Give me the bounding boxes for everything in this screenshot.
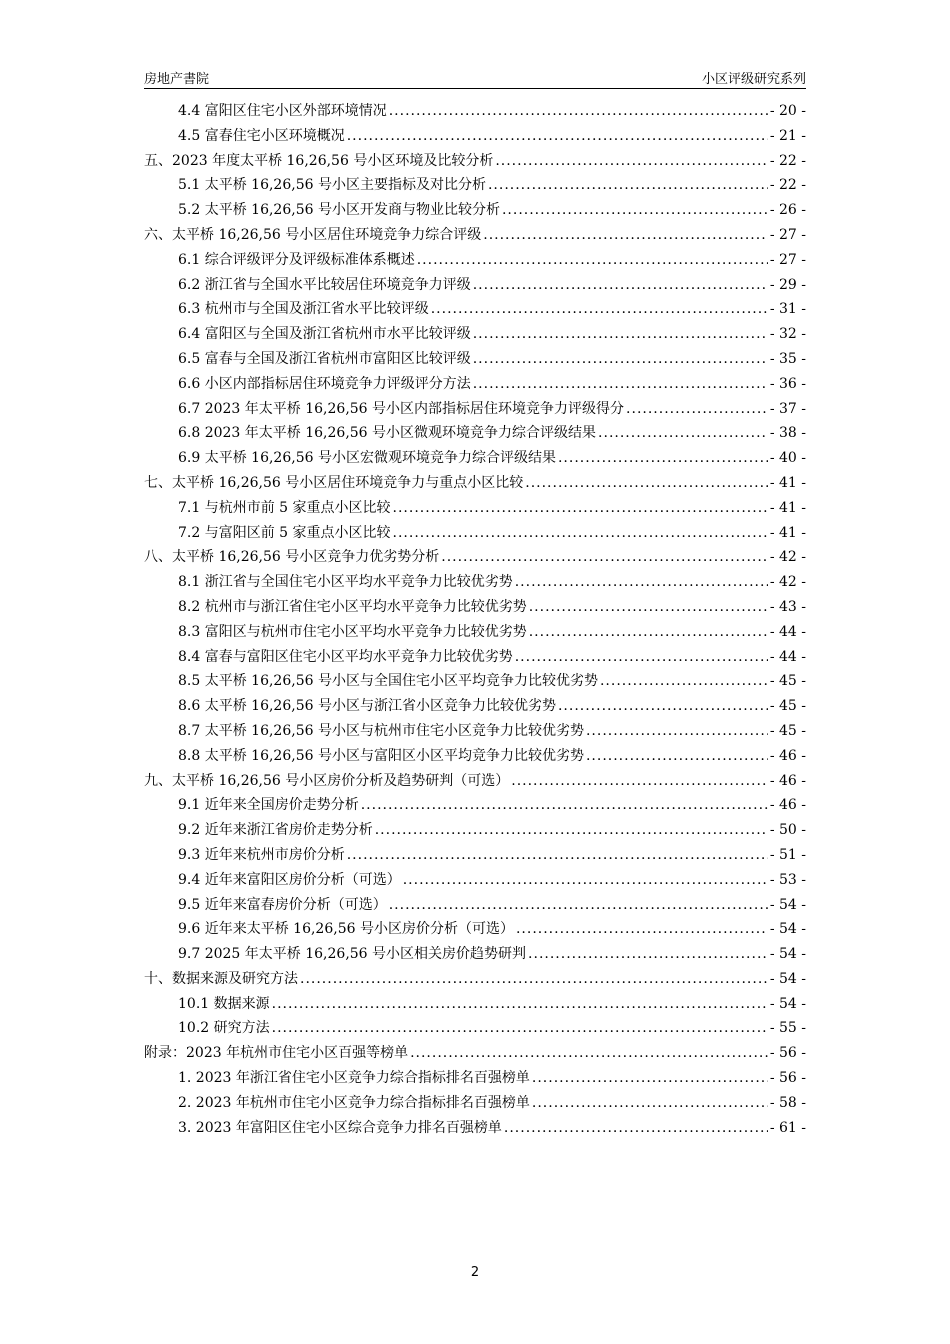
toc-entry-title: 9.6 近年来太平桥 16,26,56 号小区房价分析（可选）	[178, 921, 514, 938]
toc-dot-leader	[600, 669, 768, 694]
toc-entry-title: 10.1 数据来源	[178, 995, 270, 1012]
toc-entry-page: - 40 -	[769, 450, 806, 467]
toc-entry-page: - 42 -	[769, 574, 806, 591]
toc-entry-page: - 54 -	[769, 995, 806, 1012]
toc-entry[interactable]	[144, 446, 806, 471]
toc-entry-title: 7.2 与富阳区前 5 家重点小区比较	[178, 524, 391, 541]
toc-entry-title: 附录：2023 年杭州市住宅小区百强等榜单	[144, 1045, 409, 1062]
toc-dot-leader	[347, 124, 768, 149]
toc-entry-title: 4.5 富春住宅小区环境概况	[178, 127, 345, 144]
toc-dot-leader	[375, 818, 768, 843]
toc-entry[interactable]	[144, 868, 806, 893]
toc-entry[interactable]	[144, 843, 806, 868]
toc-entry-title: 2. 2023 年杭州市住宅小区竞争力综合指标排名百强榜单	[178, 1094, 530, 1111]
toc-entry[interactable]	[144, 595, 806, 620]
toc-entry-title: 8.2 杭州市与浙江省住宅小区平均水平竞争力比较优劣势	[178, 598, 527, 615]
toc-entry-page: - 61 -	[769, 1119, 806, 1136]
toc-entry-title: 5.2 太平桥 16,26,56 号小区开发商与物业比较分析	[178, 202, 500, 219]
toc-entry-page: - 54 -	[769, 946, 806, 963]
toc-dot-leader	[529, 620, 768, 645]
toc-entry-page: - 27 -	[769, 251, 806, 268]
toc-entry-title: 9.1 近年来全国房价走势分析	[178, 797, 359, 814]
toc-entry-page: - 41 -	[769, 474, 806, 491]
toc-entry[interactable]	[144, 1016, 806, 1041]
toc-entry-page: - 56 -	[769, 1070, 806, 1087]
toc-entry[interactable]	[144, 1116, 806, 1141]
toc-entry-page: - 20 -	[769, 103, 806, 119]
toc-dot-leader	[272, 992, 768, 1017]
toc-entry-title: 8.6 太平桥 16,26,56 号小区与浙江省小区竞争力比较优劣势	[178, 698, 556, 715]
toc-dot-leader	[473, 372, 768, 397]
toc-dot-leader	[393, 496, 768, 521]
toc-entry-title: 6.5 富春与全国及浙江省杭州市富阳区比较评级	[178, 350, 471, 367]
toc-entry-title: 3. 2023 年富阳区住宅小区综合竞争力排名百强榜单	[178, 1119, 502, 1136]
toc-entry-title: 6.4 富阳区与全国及浙江省杭州市水平比较评级	[178, 326, 471, 343]
toc-entry[interactable]	[144, 124, 806, 149]
toc-entry-title: 8.1 浙江省与全国住宅小区平均水平竞争力比较优劣势	[178, 574, 513, 591]
toc-entry-page: - 22 -	[769, 152, 806, 169]
toc-entry[interactable]	[144, 297, 806, 322]
toc-entry-title: 8.5 太平桥 16,26,56 号小区与全国住宅小区平均竞争力比较优劣势	[178, 673, 598, 690]
toc-entry-title: 6.7 2023 年太平桥 16,26,56 号小区内部指标居住环境竞争力评级得分	[178, 400, 625, 417]
toc-entry-page: - 54 -	[769, 970, 806, 987]
toc-entry-title: 9.4 近年来富阳区房价分析（可选）	[178, 871, 401, 888]
toc-entry[interactable]	[144, 1066, 806, 1091]
toc-entry[interactable]	[144, 1041, 806, 1066]
toc-entry-page: - 35 -	[769, 350, 806, 367]
toc-entry[interactable]	[144, 173, 806, 198]
toc-entry[interactable]	[144, 645, 806, 670]
toc-dot-leader	[361, 793, 768, 818]
toc-entry[interactable]	[144, 694, 806, 719]
toc-entry[interactable]	[144, 248, 806, 273]
toc-entry-title: 6.9 太平桥 16,26,56 号小区宏微观环境竞争力综合评级结果	[178, 450, 556, 467]
toc-entry-page: - 26 -	[769, 202, 806, 219]
toc-dot-leader	[598, 421, 768, 446]
toc-entry-page: - 29 -	[769, 276, 806, 293]
toc-entry-title: 8.7 太平桥 16,26,56 号小区与杭州市住宅小区竞争力比较优劣势	[178, 722, 584, 739]
toc-entry-page: - 56 -	[769, 1045, 806, 1062]
toc-dot-leader	[393, 521, 768, 546]
toc-dot-leader	[347, 843, 768, 868]
toc-dot-leader	[626, 397, 768, 422]
toc-entry-title: 9.7 2025 年太平桥 16,26,56 号小区相关房价趋势研判	[178, 946, 527, 963]
toc-entry-page: - 58 -	[769, 1094, 806, 1111]
toc-entry-title: 五、2023 年度太平桥 16,26,56 号小区环境及比较分析	[144, 152, 494, 169]
header-publisher: 房地产書院	[144, 72, 210, 87]
toc-entry-title: 6.3 杭州市与全国及浙江省水平比较评级	[178, 301, 429, 318]
toc-dot-leader	[272, 1016, 768, 1041]
toc-entry-page: - 53 -	[769, 871, 806, 888]
toc-entry[interactable]	[144, 322, 806, 347]
toc-entry-page: - 22 -	[769, 177, 806, 194]
toc-entry-title: 八、太平桥 16,26,56 号小区竞争力优劣势分析	[144, 549, 440, 566]
toc-dot-leader	[483, 223, 768, 248]
toc-dot-leader	[515, 645, 768, 670]
toc-entry-title: 7.1 与杭州市前 5 家重点小区比较	[178, 499, 391, 516]
toc-entry-title: 6.8 2023 年太平桥 16,26,56 号小区微观环境竞争力综合评级结果	[178, 425, 597, 442]
toc-entry-title: 8.4 富春与富阳区住宅小区平均水平竞争力比较优劣势	[178, 648, 513, 665]
toc-entry[interactable]	[144, 793, 806, 818]
toc-dot-leader	[532, 1091, 768, 1116]
toc-dot-leader	[473, 273, 768, 298]
toc-entry[interactable]	[144, 917, 806, 942]
toc-entry[interactable]	[144, 570, 806, 595]
toc-dot-leader	[389, 893, 768, 918]
toc-dot-leader	[417, 248, 768, 273]
toc-dot-leader	[410, 1041, 768, 1066]
toc-entry-page: - 55 -	[769, 1020, 806, 1037]
toc-entry-page: - 44 -	[769, 623, 806, 640]
toc-entry-page: - 45 -	[769, 698, 806, 715]
toc-entry-page: - 51 -	[769, 846, 806, 863]
toc-dot-leader	[586, 719, 768, 744]
toc-entry[interactable]	[144, 967, 806, 992]
toc-entry[interactable]	[144, 545, 806, 570]
toc-entry-title: 6.2 浙江省与全国水平比较居住环境竞争力评级	[178, 276, 471, 293]
toc-entry-page: - 45 -	[769, 722, 806, 739]
toc-entry[interactable]	[144, 149, 806, 174]
toc-entry[interactable]	[144, 620, 806, 645]
toc-entry-title: 10.2 研究方法	[178, 1020, 270, 1037]
toc-entry[interactable]	[144, 421, 806, 446]
toc-entry[interactable]	[144, 347, 806, 372]
toc-entry-page: - 41 -	[769, 499, 806, 516]
toc-entry-title: 8.3 富阳区与杭州市住宅小区平均水平竞争力比较优劣势	[178, 623, 527, 640]
toc-dot-leader	[403, 868, 768, 893]
toc-entry-page: - 21 -	[769, 127, 806, 144]
toc-entry-page: - 54 -	[769, 896, 806, 913]
toc-dot-leader	[515, 570, 768, 595]
toc-entry-page: - 42 -	[769, 549, 806, 566]
toc-entry-page: - 37 -	[769, 400, 806, 417]
toc-dot-leader	[431, 297, 768, 322]
toc-entry[interactable]	[144, 719, 806, 744]
toc-entry-title: 6.6 小区内部指标居住环境竞争力评级评分方法	[178, 375, 471, 392]
toc-entry[interactable]	[144, 273, 806, 298]
toc-entry-title: 1. 2023 年浙江省住宅小区竞争力综合指标排名百强榜单	[178, 1070, 530, 1087]
toc-entry[interactable]	[144, 893, 806, 918]
toc-entry-title: 9.2 近年来浙江省房价走势分析	[178, 822, 373, 839]
toc-entry-title: 4.4 富阳区住宅小区外部环境情况	[178, 103, 387, 119]
table-of-contents	[144, 99, 806, 1140]
toc-entry-page: - 27 -	[769, 226, 806, 243]
toc-dot-leader	[473, 347, 768, 372]
toc-entry-title: 9.3 近年来杭州市房价分析	[178, 846, 345, 863]
toc-entry[interactable]	[144, 942, 806, 967]
toc-entry-page: - 38 -	[769, 425, 806, 442]
toc-dot-leader	[488, 173, 768, 198]
toc-entry-title: 十、数据来源及研究方法	[144, 970, 298, 987]
header-series-title: 小区评级研究系列	[701, 72, 806, 87]
toc-entry-page: - 46 -	[769, 747, 806, 764]
toc-dot-leader	[473, 322, 768, 347]
toc-entry[interactable]	[144, 496, 806, 521]
toc-entry[interactable]	[144, 99, 806, 124]
toc-dot-leader	[502, 198, 768, 223]
toc-entry-page: - 32 -	[769, 326, 806, 343]
toc-entry[interactable]	[144, 471, 806, 496]
toc-dot-leader	[532, 1066, 768, 1091]
toc-entry-page: - 44 -	[769, 648, 806, 665]
toc-entry[interactable]	[144, 1091, 806, 1116]
toc-entry[interactable]	[144, 744, 806, 769]
toc-entry-title: 九、太平桥 16,26,56 号小区房价分析及趋势研判（可选）	[144, 772, 510, 789]
toc-dot-leader	[525, 471, 768, 496]
toc-dot-leader	[529, 595, 768, 620]
toc-entry-title: 六、太平桥 16,26,56 号小区居住环境竞争力综合评级	[144, 226, 482, 243]
toc-entry[interactable]	[144, 198, 806, 223]
toc-entry-page: - 50 -	[769, 822, 806, 839]
page-number: 2	[470, 1265, 480, 1280]
toc-entry-page: - 45 -	[769, 673, 806, 690]
toc-entry[interactable]	[144, 521, 806, 546]
toc-dot-leader	[516, 917, 768, 942]
toc-dot-leader	[586, 744, 768, 769]
toc-dot-leader	[511, 769, 768, 794]
toc-dot-leader	[558, 446, 768, 471]
toc-entry[interactable]	[144, 223, 806, 248]
page-header	[144, 68, 806, 89]
toc-dot-leader	[558, 694, 768, 719]
toc-entry-page: - 54 -	[769, 921, 806, 938]
toc-entry-title: 6.1 综合评级评分及评级标准体系概述	[178, 251, 415, 268]
toc-entry-page: - 31 -	[769, 301, 806, 318]
toc-entry-title: 七、太平桥 16,26,56 号小区居住环境竞争力与重点小区比较	[144, 474, 524, 491]
toc-entry-title: 8.8 太平桥 16,26,56 号小区与富阳区小区平均竞争力比较优劣势	[178, 747, 584, 764]
toc-entry-page: - 46 -	[769, 797, 806, 814]
toc-entry-page: - 41 -	[769, 524, 806, 541]
toc-dot-leader	[441, 545, 768, 570]
toc-entry[interactable]	[144, 372, 806, 397]
toc-entry-page: - 46 -	[769, 772, 806, 789]
toc-entry[interactable]	[144, 992, 806, 1017]
toc-entry[interactable]	[144, 818, 806, 843]
toc-dot-leader	[300, 967, 768, 992]
toc-dot-leader	[495, 149, 767, 174]
toc-dot-leader	[504, 1116, 768, 1141]
toc-dot-leader	[528, 942, 768, 967]
toc-entry[interactable]	[144, 769, 806, 794]
toc-entry[interactable]	[144, 397, 806, 422]
toc-entry[interactable]	[144, 669, 806, 694]
toc-entry-title: 5.1 太平桥 16,26,56 号小区主要指标及对比分析	[178, 177, 486, 194]
toc-dot-leader	[389, 99, 768, 124]
toc-entry-page: - 36 -	[769, 375, 806, 392]
toc-entry-title: 9.5 近年来富春房价分析（可选）	[178, 896, 387, 913]
toc-entry-page: - 43 -	[769, 598, 806, 615]
